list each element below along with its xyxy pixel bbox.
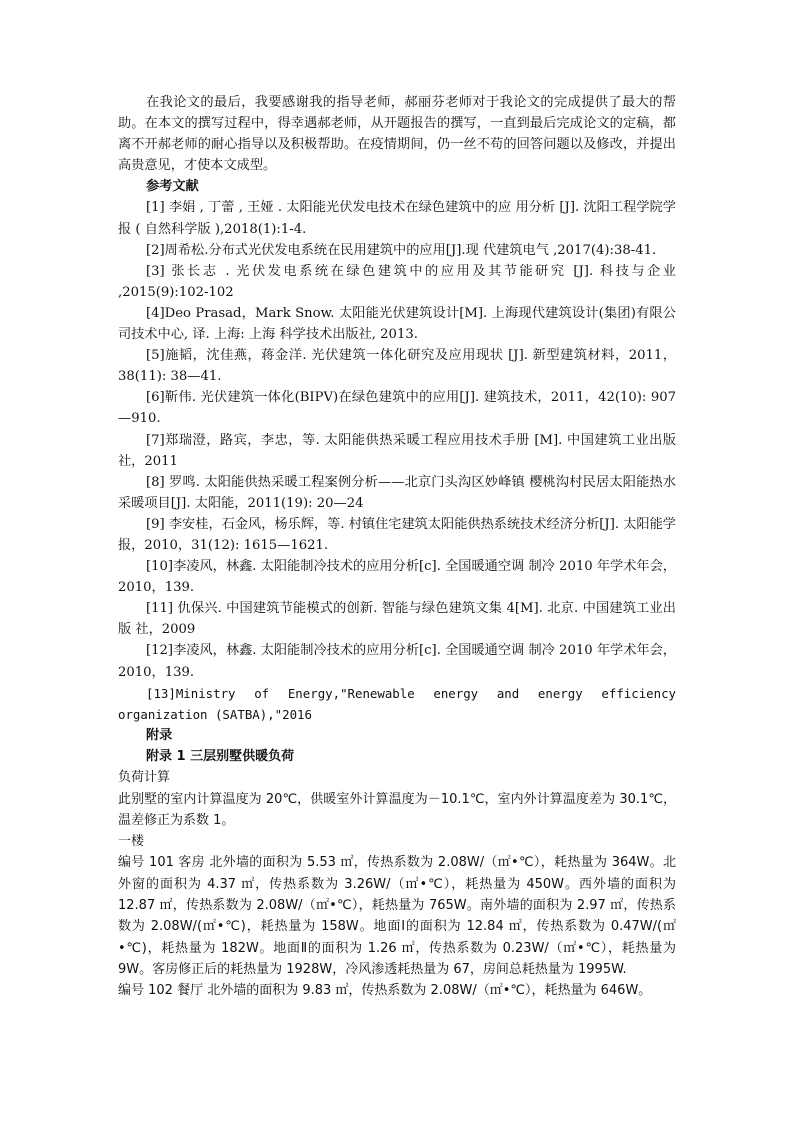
room-102-paragraph: 编号 102 餐厅 北外墙的面积为 9.83 ㎡，传热系数为 2.08W/（㎡•℃），耗热量为 646W。 <box>118 983 652 999</box>
reference-item: [2]周希松.分布式光伏发电系统在民用建筑中的应用[J].现 代建筑电气 ,2017(4):38-41. <box>146 242 657 258</box>
acknowledgement-paragraph: 在我论文的最后，我要感谢我的指导老师，郝丽芬老师对于我论文的完成提供了最大的帮助。在本文的撰写过程中，得幸遇郝老师，从开题报告的撰写，一直到最后完成论文的定稿，都离不开郝老师的耐心指导以及积极帮助。在疫情期间，仍一丝不苟的回答问题以及修改，并提出高贵意见，才使本文成型。 <box>118 95 676 174</box>
reference-item: [7]郑瑞澄，路宾，李忠，等. 太阳能供热采暖工程应用技术手册 [M]. 中国建筑工业出版社，2011 <box>118 432 676 469</box>
reference-item: [5]施韬，沈佳燕，蒋金洋. 光伏建筑一体化研究及应用现状 [J]. 新型建筑材料，2011，38(11): 38—41. <box>118 348 676 385</box>
reference-item: [9] 李安桂，石金风，杨乐辉，等. 村镇住宅建筑太阳能供热系统技术经济分析[J]. 太阳能学报，2010，31(12): 1615—1621. <box>118 516 676 553</box>
intro-paragraph: 此别墅的室内计算温度为 20℃，供暖室外计算温度为－10.1℃，室内外计算温度差为 30.1℃，温差修正为系数 1。 <box>118 791 676 828</box>
appendix1-heading: 附录 1 三层别墅供暖负荷 <box>146 748 295 764</box>
load-calc-label: 负荷计算 <box>118 770 171 786</box>
reference-item: [11] 仇保兴. 中国建筑节能模式的创新. 智能与绿色建筑文集 4[M]. 北京. 中国建筑工业出版 社，2009 <box>118 601 676 638</box>
appendix-heading: 附录 <box>146 727 173 743</box>
document-page <box>118 92 676 1001</box>
reference-item: [12]李凌风，林鑫. 太阳能制冷技术的应用分析[c]. 全国暖通空调 制冷 2010 年学术年会，2010，139. <box>118 643 676 680</box>
reference-item: [3] 张长志 . 光伏发电系统在绿色建筑中的应用及其节能研究 [J]. 科技与企业 ,2015(9):102-102 <box>118 263 676 300</box>
reference-item: [4]Deo Prasad，Mark Snow. 太阳能光伏建筑设计[M]. 上海现代建筑设计(集团)有限公司技术中心, 译. 上海: 上海 科学技术出版社, 2013. <box>118 305 676 343</box>
references-list <box>118 197 676 724</box>
room-101-paragraph: 编号 101 客房 北外墙的面积为 5.53 ㎡，传热系数为 2.08W/（㎡•℃），耗热量为 364W。北外窗的面积为 4.37 ㎡，传热系数为 3.26W/（㎡•℃），耗热量为 450W。西外墙的面积为 12.87 ㎡，传热系数为 2.08W/（㎡•℃），耗热量为 765W。南外墙的面积为 2.97 ㎡，传热系数为 2.08W/(㎡•℃)，耗热量为 158W。地面Ⅰ的面积为 12.84 ㎡，传热系数为 0.47W/(㎡•℃)，耗热量为 182W。地面Ⅱ的面积为 1.26 ㎡，传热系数为 0.23W/（㎡•℃），耗热量为 9W。客房修正后的耗热量为 1928W，冷风渗透耗热量为 67，房间总耗热量为 1995W. <box>118 855 676 977</box>
reference-item: [13]Ministry of Energy,"Renewable energy and energy efficiency organization (SATBA),"2016 <box>118 685 676 722</box>
floor1-label: 一楼 <box>118 834 145 850</box>
reference-item: [8] 罗鸣. 太阳能供热采暖工程案例分析——北京门头沟区妙峰镇 樱桃沟村民居太阳能热水采暖项目[J]. 太阳能，2011(19): 20—24 <box>118 474 676 511</box>
reference-item: [1] 李娟 , 丁蕾 , 王娅 . 太阳能光伏发电技术在绿色建筑中的应 用分析 [J]. 沈阳工程学院学报 ( 自然科学版 ),2018(1):1-4. <box>118 200 676 237</box>
reference-item: [10]李凌风，林鑫. 太阳能制冷技术的应用分析[c]. 全国暖通空调 制冷 2010 年学术年会，2010，139. <box>118 559 676 596</box>
references-heading: 参考文献 <box>146 179 199 195</box>
reference-item: [6]靳伟. 光伏建筑一体化(BIPV)在绿色建筑中的应用[J]. 建筑技术，2011，42(10): 907—910. <box>118 390 676 427</box>
